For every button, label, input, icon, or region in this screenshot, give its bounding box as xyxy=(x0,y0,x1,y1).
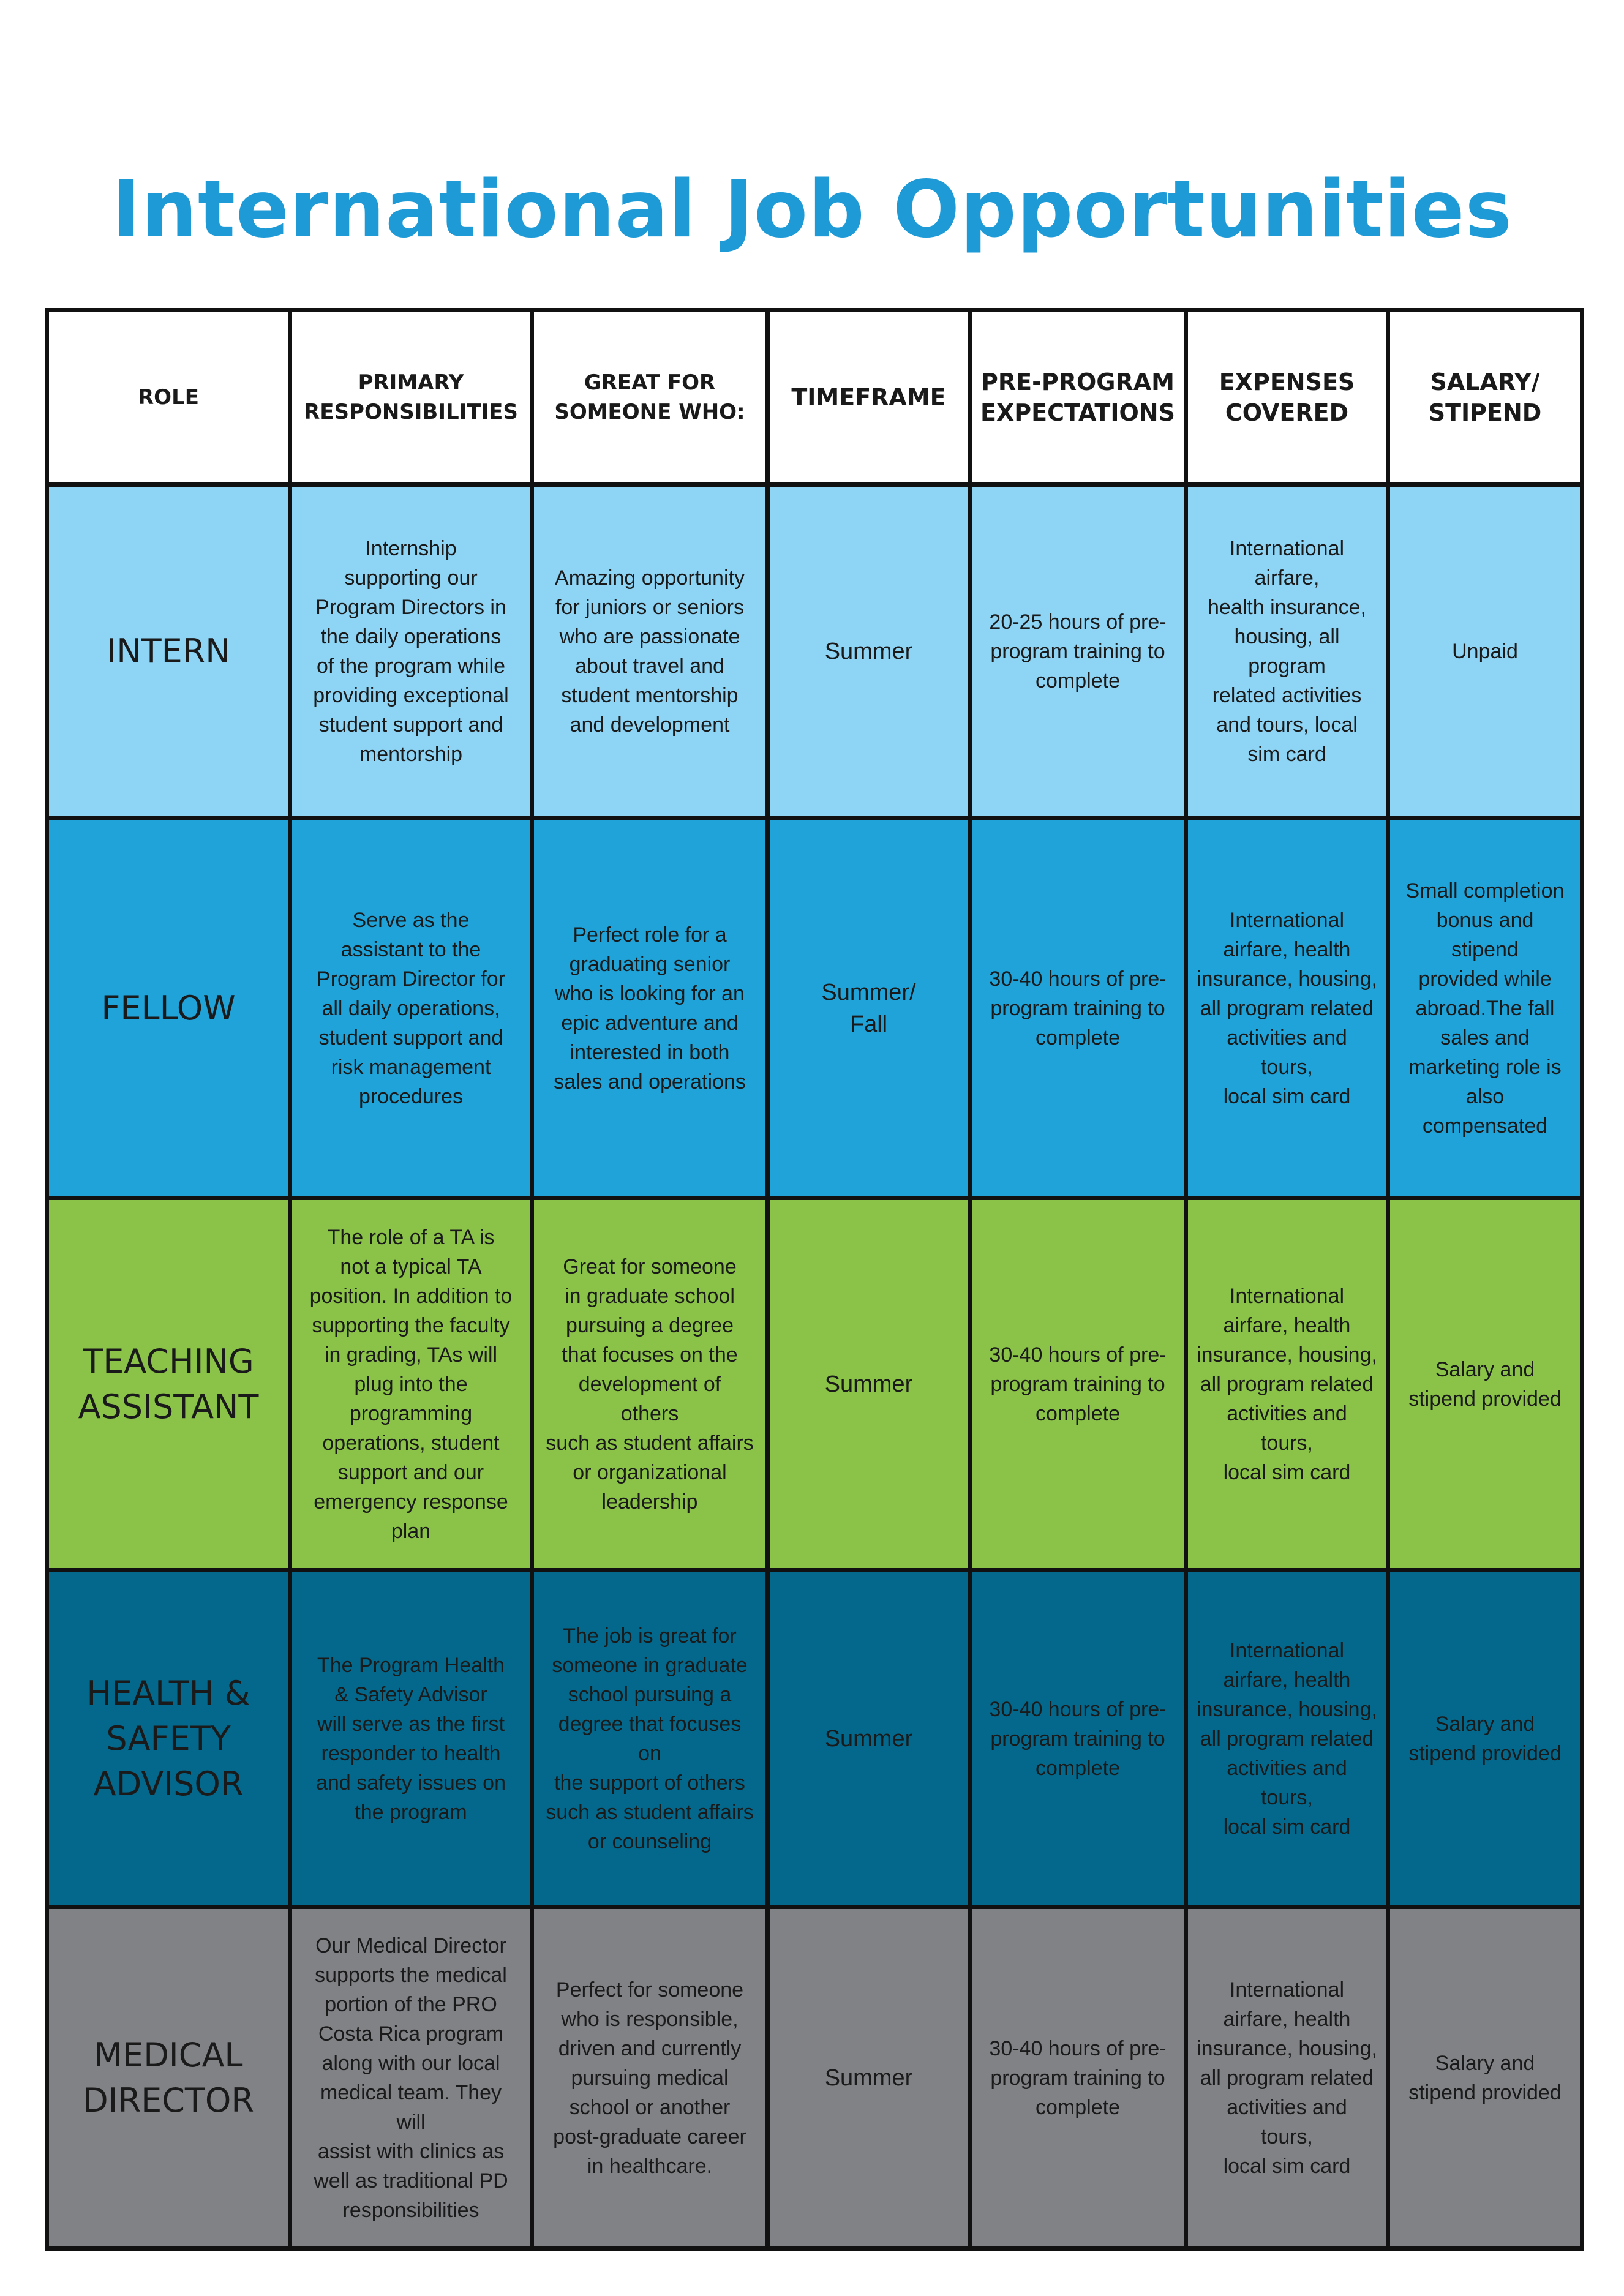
role-cell: INTERN xyxy=(47,485,290,819)
pre-program-cell: 30-40 hours of pre- program training to complete xyxy=(970,1198,1186,1570)
header-expenses: EXPENSES COVERED xyxy=(1186,310,1388,485)
timeframe-cell: Summer xyxy=(768,1198,970,1570)
great-for-cell: Perfect role for a graduating senior who is looking for an epic adventure and interested in both sales and operations xyxy=(532,819,768,1198)
expenses-cell: International airfare, health insurance, housing, all program related activities and tours, local sim card xyxy=(1186,1198,1388,1570)
header-timeframe: TIMEFRAME xyxy=(768,310,970,485)
page-title: International Job Opportunities xyxy=(111,164,1513,255)
table-row-intern xyxy=(47,485,1582,819)
header-role: ROLE xyxy=(47,310,290,485)
salary-cell: Unpaid xyxy=(1388,485,1582,819)
pre-program-cell: 30-40 hours of pre- program training to complete xyxy=(970,1570,1186,1907)
salary-cell: Small completion bonus and stipend provided while abroad.The fall sales and marketing role is also compensated xyxy=(1388,819,1582,1198)
salary-cell: Salary and stipend provided xyxy=(1388,1907,1582,2249)
header-pre-program: PRE-PROGRAM EXPECTATIONS xyxy=(970,310,1186,485)
job-opportunities-table xyxy=(45,308,1584,2251)
header-great-for: GREAT FOR SOMEONE WHO: xyxy=(532,310,768,485)
timeframe-cell: Summer xyxy=(768,1907,970,2249)
primary-cell: The role of a TA is not a typical TA position. In addition to supporting the faculty in grading, TAs will plug into the programming operations, student support and our emergency response plan xyxy=(290,1198,532,1570)
expenses-cell: International airfare, health insurance, housing, all program related activities and tours, local sim card xyxy=(1186,1570,1388,1907)
expenses-cell: International airfare, health insurance, housing, all program related activities and tours, local sim card xyxy=(1186,485,1388,819)
table-row-health-safety-advisor xyxy=(47,1570,1582,1907)
primary-cell: Serve as the assistant to the Program Director for all daily operations, student support and risk management procedures xyxy=(290,819,532,1198)
pre-program-cell: 30-40 hours of pre- program training to complete xyxy=(970,819,1186,1198)
header-salary: SALARY/ STIPEND xyxy=(1388,310,1582,485)
timeframe-cell: Summer xyxy=(768,485,970,819)
expenses-cell: International airfare, health insurance, housing, all program related activities and tours, local sim card xyxy=(1186,1907,1388,2249)
table-row-medical-director xyxy=(47,1907,1582,2249)
role-cell: TEACHING ASSISTANT xyxy=(47,1198,290,1570)
salary-cell: Salary and stipend provided xyxy=(1388,1198,1582,1570)
header-row xyxy=(47,310,1582,485)
great-for-cell: Amazing opportunity for juniors or seniors who are passionate about travel and student mentorship and development xyxy=(532,485,768,819)
expenses-cell: International airfare, health insurance, housing, all program related activities and tours, local sim card xyxy=(1186,819,1388,1198)
timeframe-cell: Summer xyxy=(768,1570,970,1907)
pre-program-cell: 20-25 hours of pre- program training to complete xyxy=(970,485,1186,819)
great-for-cell: Perfect for someone who is responsible, driven and currently pursuing medical school or another post-graduate career in healthcare. xyxy=(532,1907,768,2249)
primary-cell: The Program Health & Safety Advisor will serve as the first responder to health and safety issues on the program xyxy=(290,1570,532,1907)
table-row-teaching-assistant xyxy=(47,1198,1582,1570)
role-cell: MEDICAL DIRECTOR xyxy=(47,1907,290,2249)
header-primary-responsibilities: PRIMARY RESPONSIBILITIES xyxy=(290,310,532,485)
table-row-fellow xyxy=(47,819,1582,1198)
great-for-cell: The job is great for someone in graduate school pursuing a degree that focuses on the support of others such as student affairs or counseling xyxy=(532,1570,768,1907)
salary-cell: Salary and stipend provided xyxy=(1388,1570,1582,1907)
timeframe-cell: Summer/ Fall xyxy=(768,819,970,1198)
pre-program-cell: 30-40 hours of pre- program training to complete xyxy=(970,1907,1186,2249)
role-cell: FELLOW xyxy=(47,819,290,1198)
great-for-cell: Great for someone in graduate school pursuing a degree that focuses on the development of others such as student affairs or organizational leadership xyxy=(532,1198,768,1570)
role-cell: HEALTH & SAFETY ADVISOR xyxy=(47,1570,290,1907)
primary-cell: Internship supporting our Program Directors in the daily operations of the program while providing exceptional student support and mentorship xyxy=(290,485,532,819)
primary-cell: Our Medical Director supports the medical portion of the PRO Costa Rica program along with our local medical team. They will assist with clinics as well as traditional PD responsibilities xyxy=(290,1907,532,2249)
